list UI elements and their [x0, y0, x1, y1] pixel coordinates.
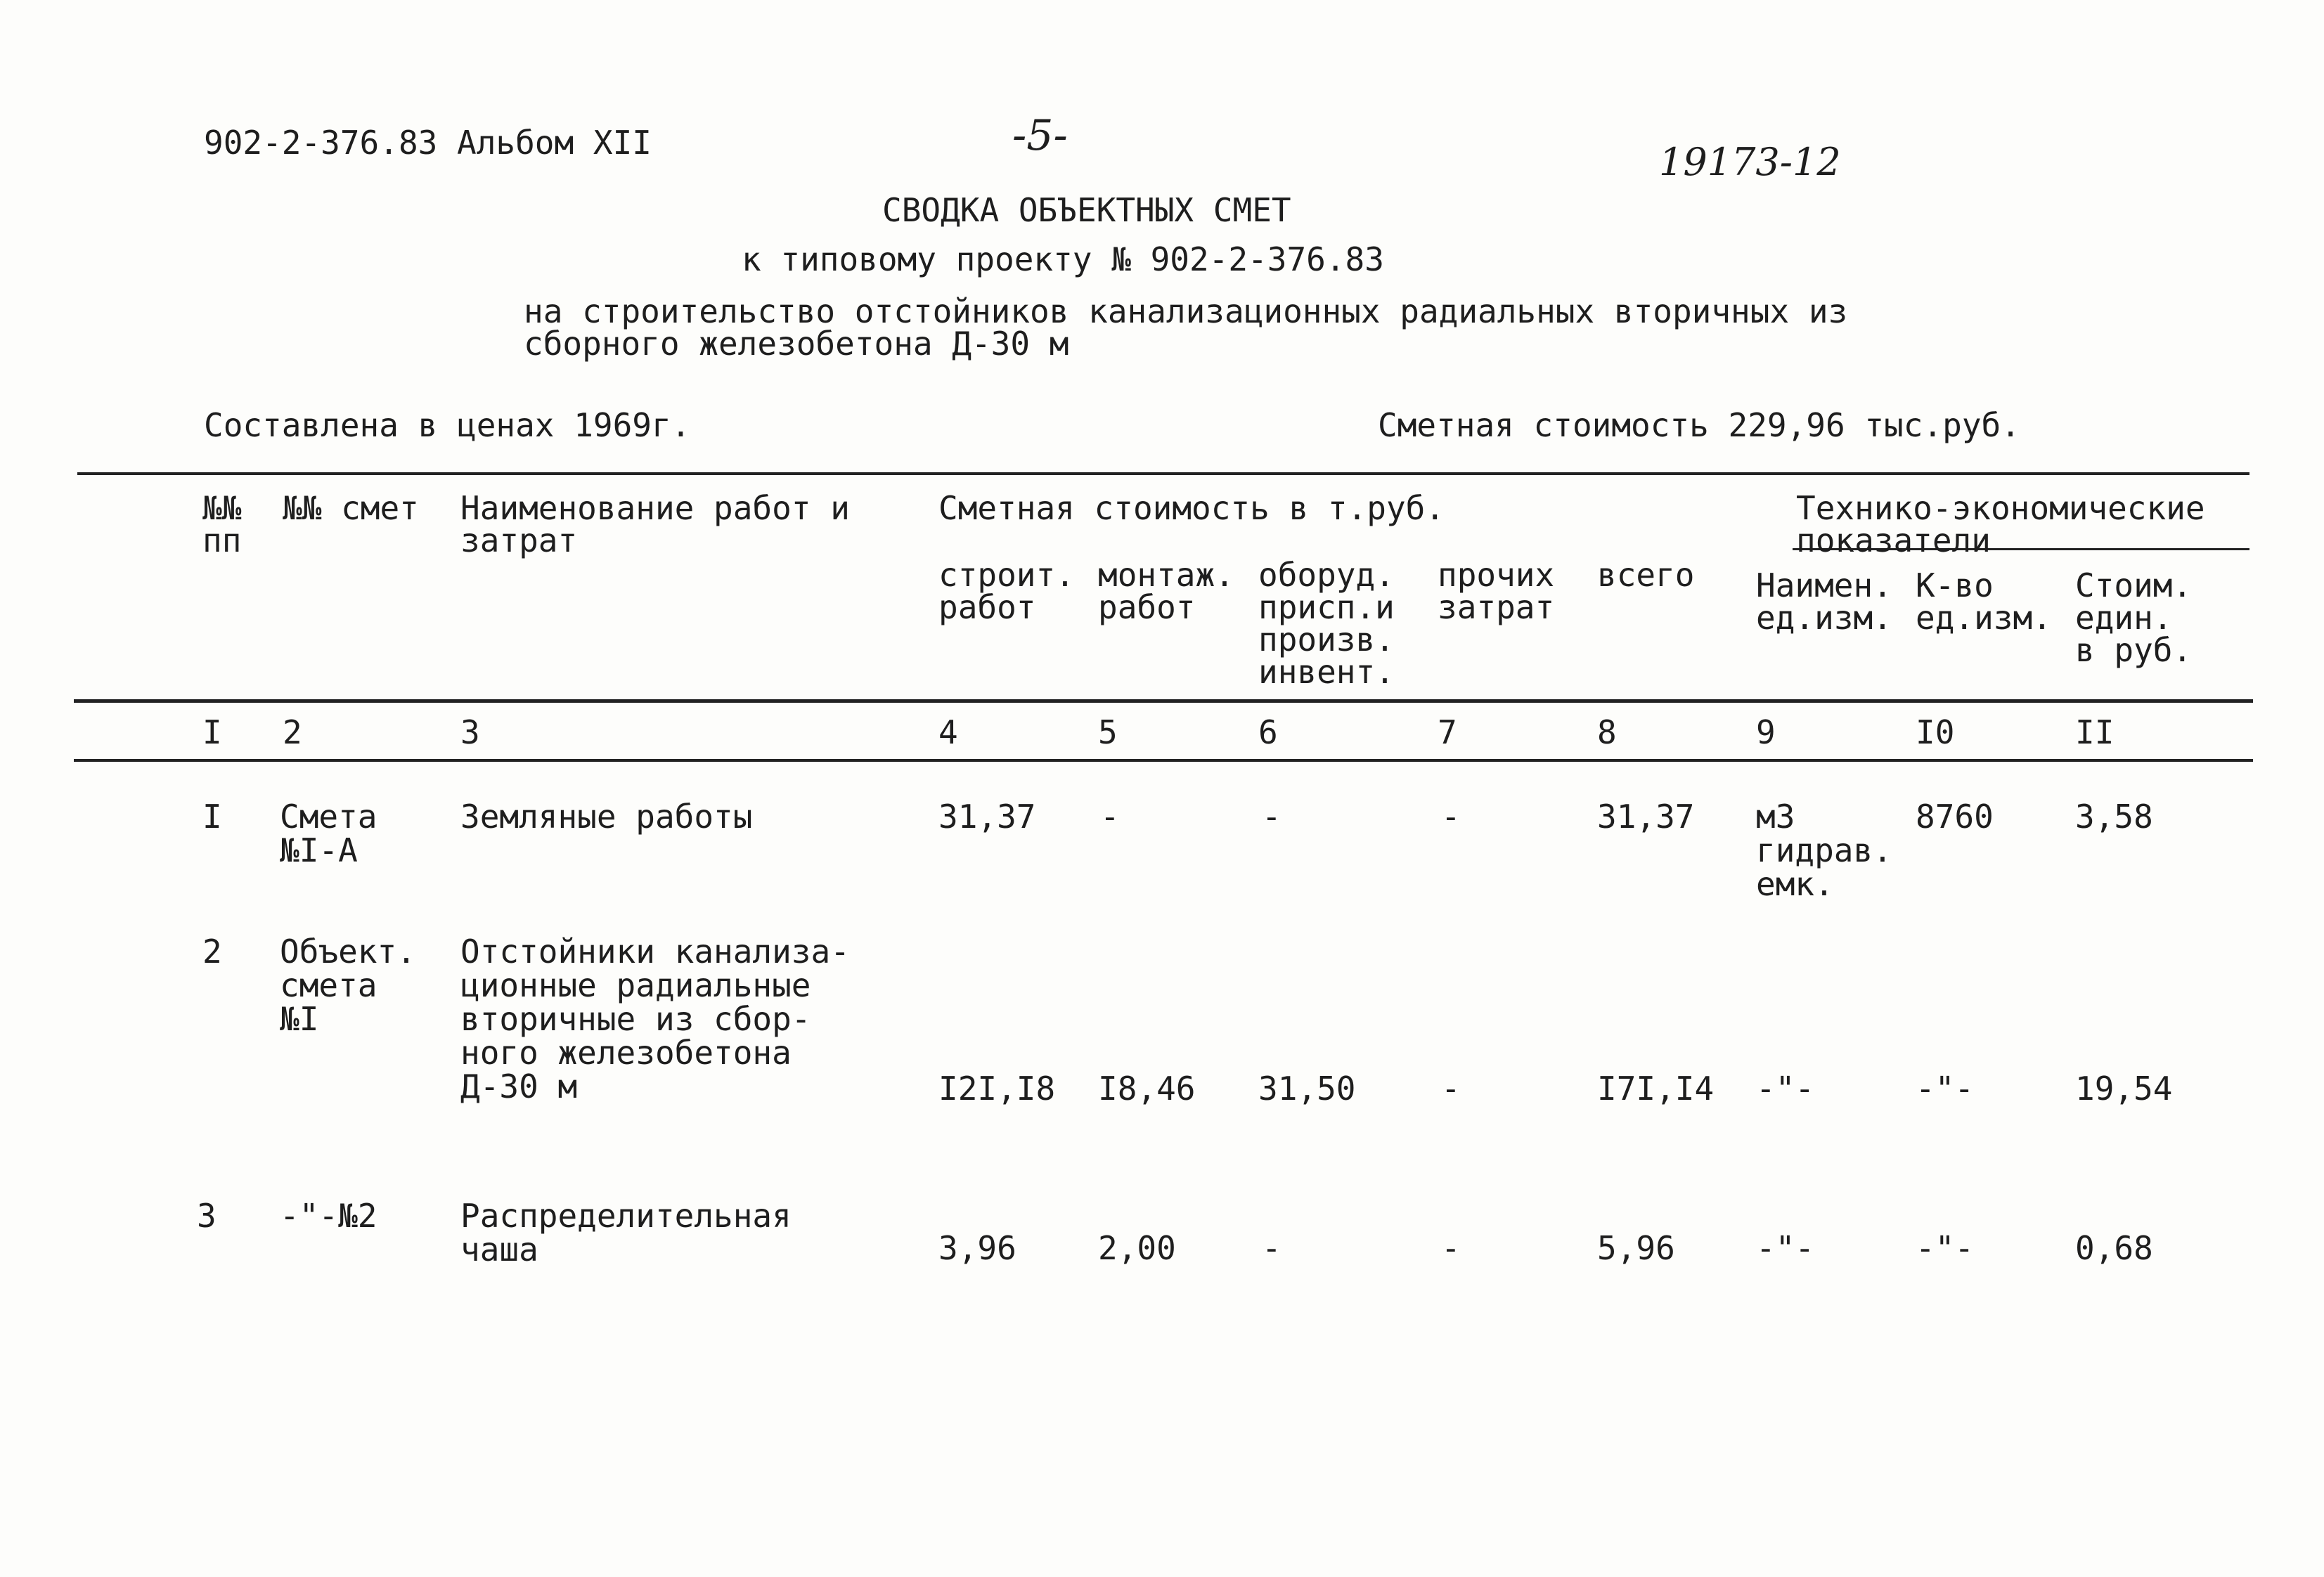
archive-number: 19173-12 [1659, 140, 1841, 184]
column-number: II [2075, 713, 2115, 751]
work-name: Отстойники канализа- ционные радиальные вторичные из сбор- ного железобетона Д-30 м [460, 933, 850, 1105]
header-work-name: Наименование работ и затрат [460, 489, 850, 559]
header-total: всего [1597, 556, 1695, 594]
header-equipment: оборуд. присп.и произв. инвент. [1258, 556, 1395, 691]
header-unit-name: Наимен. ед.изм. [1756, 566, 1892, 637]
column-numbers-rule [74, 759, 2253, 762]
unit-cost: 19,54 [2075, 1070, 2173, 1108]
installation-cost: - [1100, 798, 1120, 836]
unit-quantity: 8760 [1916, 798, 1994, 836]
column-number: I [202, 713, 222, 751]
unit-name: -"- [1756, 1070, 1815, 1108]
equipment-cost: 31,50 [1258, 1070, 1356, 1108]
total-estimated-cost: Сметная стоимость 229,96 тыс.руб. [1378, 406, 2020, 444]
header-estimate-number: №№ смет [283, 489, 419, 527]
page-number: -5- [1012, 111, 1068, 160]
row-number: 3 [197, 1197, 217, 1235]
column-number: 7 [1438, 713, 1457, 751]
estimate-number: Смета №I-А [280, 798, 377, 869]
header-bottom-rule [74, 699, 2253, 703]
other-cost: - [1441, 798, 1461, 836]
unit-name: м3 гидрав. емк. [1756, 798, 1892, 903]
row-number: 2 [202, 933, 222, 971]
header-unit-quantity: К-во ед.изм. [1916, 566, 2052, 637]
construction-cost: 3,96 [938, 1229, 1016, 1267]
estimate-number: Объект. смета №I [280, 933, 416, 1038]
column-number: 3 [460, 713, 480, 751]
column-number: 6 [1258, 713, 1278, 751]
total-cost: I7I,I4 [1597, 1070, 1715, 1108]
document-subtitle: к типовому проекту № 902-2-376.83 [742, 240, 1384, 278]
total-cost: 5,96 [1597, 1229, 1675, 1267]
installation-cost: 2,00 [1098, 1229, 1176, 1267]
work-name: Земляные работы [460, 798, 753, 836]
unit-name: -"- [1756, 1229, 1815, 1267]
header-unit-cost: Стоим. един. в руб. [2075, 566, 2193, 669]
document-code: 902-2-376.83 Альбом XII [204, 124, 652, 162]
unit-quantity: -"- [1916, 1070, 1975, 1108]
document-description-line-2: сборного железобетона Д-30 м [524, 325, 1069, 363]
column-number: 5 [1098, 713, 1118, 751]
equipment-cost: - [1262, 1229, 1282, 1267]
total-cost: 31,37 [1597, 798, 1695, 836]
construction-cost: I2I,I8 [938, 1070, 1056, 1108]
header-tech-group: Технико-экономические показатели [1796, 489, 2205, 559]
header-cost-group: Сметная стоимость в т.руб. [938, 489, 1445, 527]
column-number: 9 [1756, 713, 1776, 751]
table-top-rule [77, 472, 2249, 475]
work-name: Распределительная чаша [460, 1197, 792, 1268]
prices-note: Составлена в ценах 1969г. [204, 406, 691, 444]
estimate-number: -"-№2 [280, 1197, 377, 1235]
construction-cost: 31,37 [938, 798, 1036, 836]
unit-cost: 0,68 [2075, 1229, 2153, 1267]
equipment-cost: - [1262, 798, 1282, 836]
document-description-line-1: на строительство отстойников канализационных радиальных вторичных из [524, 292, 1848, 330]
unit-cost: 3,58 [2075, 798, 2153, 836]
header-other-costs: прочих затрат [1438, 556, 1555, 626]
column-number: 2 [283, 713, 302, 751]
row-number: I [202, 798, 222, 836]
column-number: I0 [1916, 713, 1955, 751]
other-cost: - [1441, 1229, 1461, 1267]
column-number: 4 [938, 713, 958, 751]
document-title: СВОДКА ОБЪЕКТНЫХ СМЕТ [882, 191, 1291, 229]
column-number: 8 [1597, 713, 1617, 751]
unit-quantity: -"- [1916, 1229, 1975, 1267]
header-installation-works: монтаж. работ [1098, 556, 1234, 626]
header-construction-works: строит. работ [938, 556, 1075, 626]
installation-cost: I8,46 [1098, 1070, 1196, 1108]
other-cost: - [1441, 1070, 1461, 1108]
header-item-number: №№ пп [202, 489, 242, 559]
